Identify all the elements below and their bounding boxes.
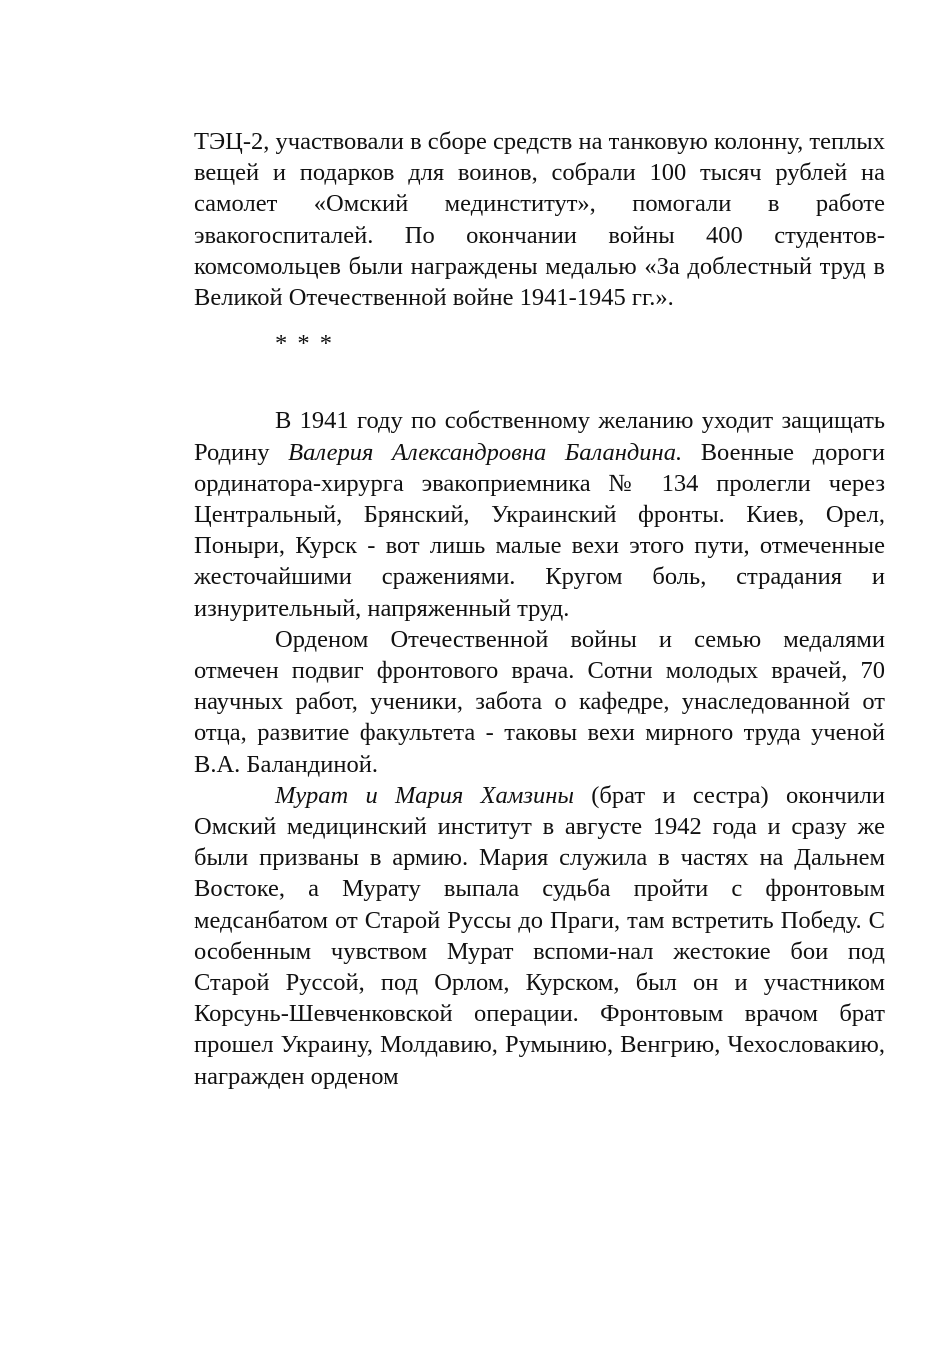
paragraph-text-rest: (брат и сестра) окончили Омский медицинский институт в августе 1942 года и сразу же были призваны в армию. Мария служила в частях на Дальнем Востоке, а Мурату выпала судьба пройти с фронтовым медсанбатом от Старой Руссы до Праги, там встретить Победу. С особенным чувством Мурат вспоми-нал жестокие бои под Старой Руссой, под Орлом, Курском, был он и участником Корсунь-Шевченковской операции. Фронтовым врачом брат прошел Украину, Молдавию, Румынию, Венгрию, Чехословакию, награжден орденом	[194, 781, 885, 1090]
paragraph-balandina-war	[194, 405, 885, 623]
person-name-khamziny: Мурат и Мария Хамзины	[275, 781, 574, 809]
paragraph-text-start: В 1941 году по собственному желанию уходит защищать Родину	[194, 407, 885, 466]
paragraph-khamziny	[194, 780, 885, 1092]
paragraph-balandina-peace: Орденом Отечественной войны и семью медалями отмечен подвиг фронтового врача. Сотни молодых врачей, 70 научных работ, ученики, забота о кафедре, унаследованной от отца, развитие факультета - таковы вехи мирного труда ученой В.А. Баландиной.	[194, 625, 885, 778]
spacer	[194, 359, 885, 405]
person-name-balandina: Валерия Александровна Баландина.	[288, 438, 683, 466]
paragraph-tec2-students: ТЭЦ-2, участвовали в сборе средств на танковую колонну, теплых вещей и подарков для воинов, собрали 100 тысяч рублей на самолет «Омский мединститут», помогали в работе эвакогоспиталей. По окончании войны 400 студентов-комсомольцев были награждены медалью «За доблестный труд в Великой Отечественной войне 1941-1945 гг.».	[194, 128, 885, 312]
section-separator: * * *	[275, 330, 334, 358]
document-page	[194, 126, 885, 1092]
paragraph-text-rest: Военные дороги ординатора-хирурга эвакоприемника № 134 пролегли через Центральный, Брянский, Украинский фронты. Киев, Орел, Поныри, Курск - вот лишь малые вехи этого пути, отмеченные жесточайшими сражениями. Кругом боль, страдания и изнурительный, напряженный труд.	[194, 438, 885, 622]
